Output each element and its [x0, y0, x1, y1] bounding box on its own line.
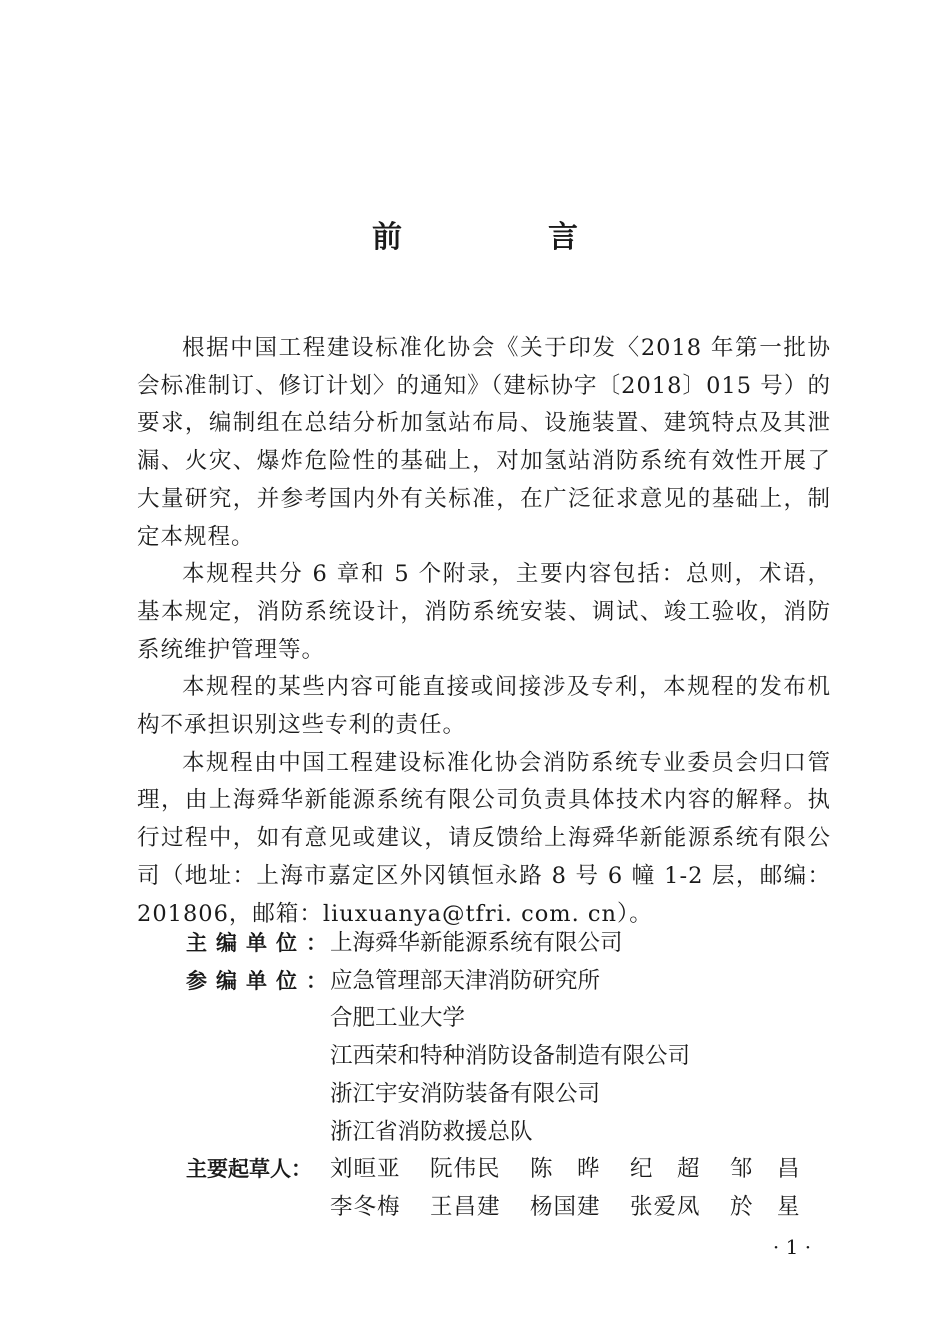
participating-units-label: 参编单位： [186, 968, 336, 993]
chief-editor-row [186, 925, 831, 963]
drafter-name: 张爱凤 [630, 1193, 701, 1220]
page-title: 前 言 [372, 220, 636, 255]
drafter-name: 李冬梅 [330, 1193, 401, 1220]
drafter-name: 邹 昌 [730, 1156, 801, 1183]
drafter-name: 王昌建 [430, 1193, 501, 1220]
drafter-name: 於 星 [730, 1193, 801, 1220]
page-number: · 1 · [772, 1235, 812, 1259]
credits-section [186, 925, 831, 1227]
drafter-name: 陈 晔 [530, 1156, 601, 1183]
chief-editor-label: 主编单位： [186, 931, 336, 955]
participating-unit: 江西荣和特种消防设备制造有限公司 [330, 1043, 691, 1070]
drafters-row [186, 1151, 831, 1226]
participating-unit: 合肥工业大学 [330, 1005, 466, 1032]
drafters-names [330, 1151, 831, 1226]
participating-unit: 浙江宇安消防装备有限公司 [330, 1080, 601, 1107]
foreword-body [137, 330, 831, 933]
drafter-name: 刘晅亚 [330, 1156, 401, 1183]
participating-unit: 浙江省消防救援总队 [330, 1118, 533, 1145]
paragraph-3: 本规程的某些内容可能直接或间接涉及专利，本规程的发布机构不承担识别这些专利的责任。 [137, 674, 831, 739]
drafter-name: 杨国建 [530, 1193, 601, 1220]
drafter-name: 阮伟民 [430, 1156, 501, 1183]
paragraph-2: 本规程共分 6 章和 5 个附录，主要内容包括：总则，术语，基本规定，消防系统设计，消防系统安装、调试、竣工验收，消防系统维护管理等。 [137, 561, 831, 663]
chief-editor-value: 上海舜华新能源系统有限公司 [330, 930, 623, 956]
drafter-name: 纪 超 [630, 1156, 701, 1183]
participating-unit: 应急管理部天津消防研究所 [330, 967, 601, 994]
paragraph-4: 本规程由中国工程建设标准化协会消防系统专业委员会归口管理，由上海舜华新能源系统有限公司负责具体技术内容的解释。执行过程中，如有意见或建议，请反馈给上海舜华新能源系统有限公司（地址：上海市嘉定区外冈镇恒永路 8 号 6 幢 1-2 层，邮编：201806，邮箱：liuxuanya@tfri. com. cn）。 [137, 749, 831, 927]
participating-units-row [186, 963, 831, 1152]
paragraph-1: 根据中国工程建设标准化协会《关于印发〈2018 年第一批协会标准制订、修订计划〉的通知》（建标协字〔2018〕015 号）的要求，编制组在总结分析加氢站布局、设施装置、建筑特点及其泄漏、火灾、爆炸危险性的基础上，对加氢站消防系统有效性开展了大量研究，并参考国内外有关标准，在广泛征求意见的基础上，制定本规程。 [137, 335, 831, 550]
drafters-label: 主要起草人： [186, 1157, 312, 1182]
